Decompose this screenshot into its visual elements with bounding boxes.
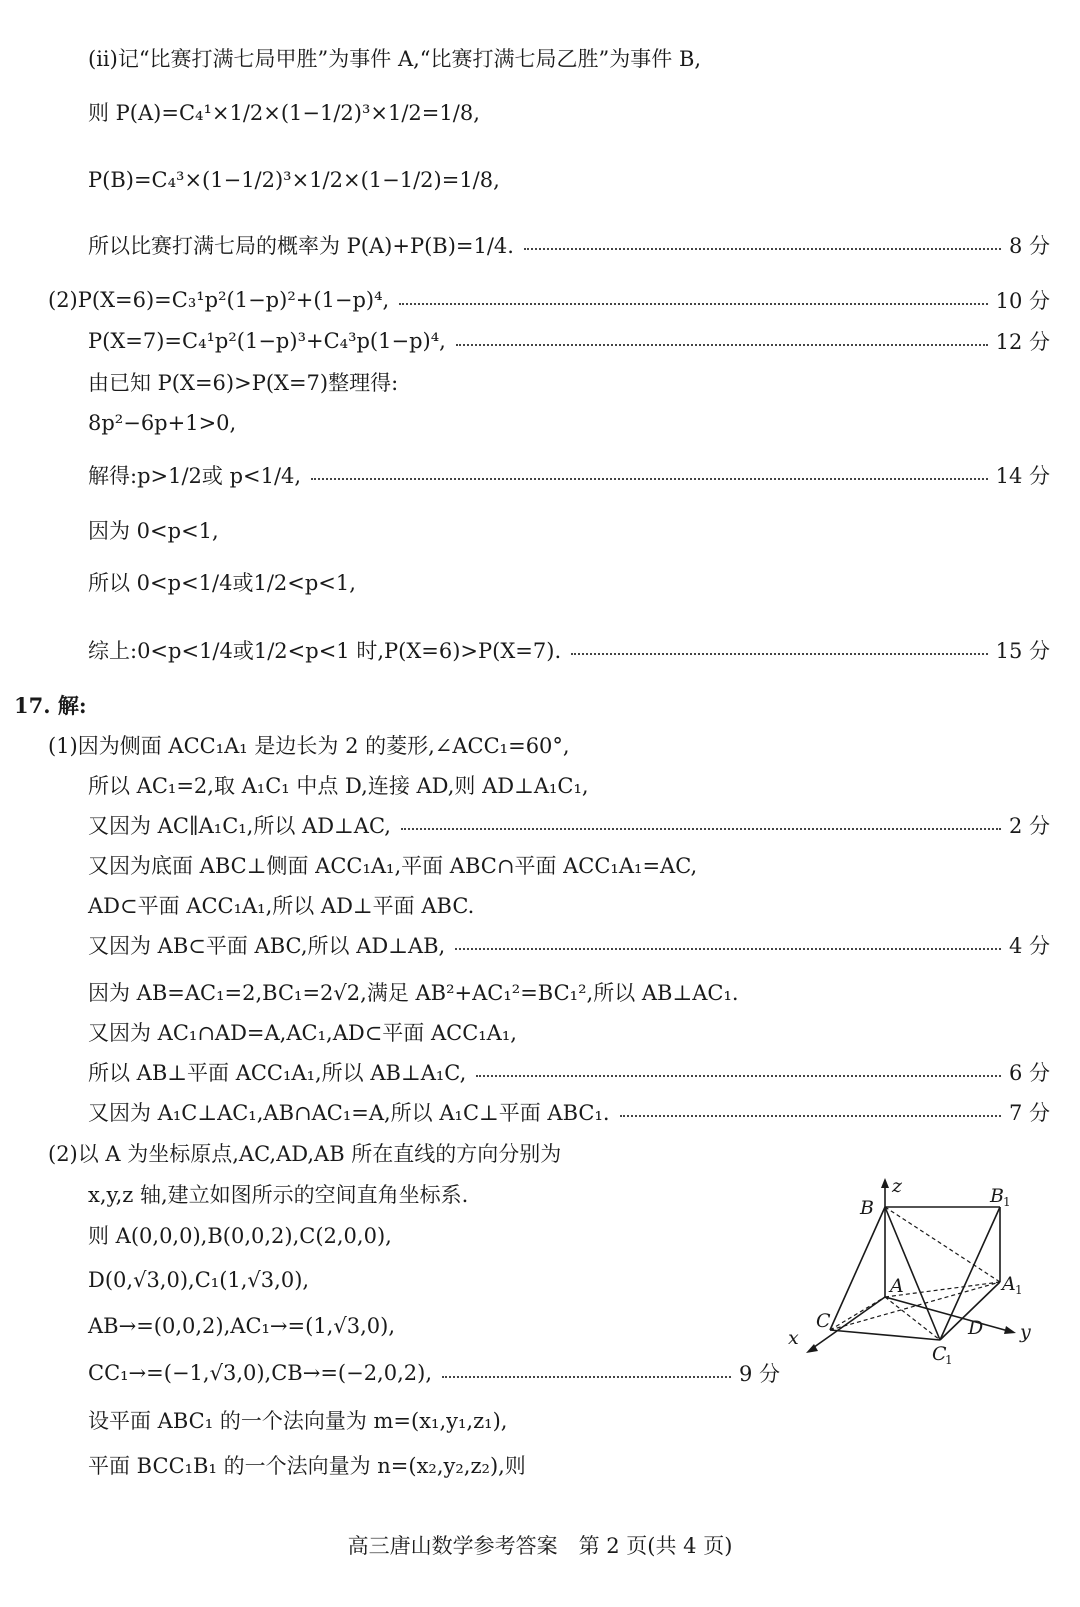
line-17-normal-n: 平面 BCC₁B₁ 的一个法向量为 n=(x₂,y₂,z₂),则 xyxy=(88,1454,526,1478)
line-17-vectors-2: CC₁→=(−1,√3,0),CB→=(−2,0,2), 9 分 xyxy=(88,1353,780,1393)
score: 2 分 xyxy=(1008,814,1050,838)
line-pa: 则 P(A)=C₄¹×1/2×(1−1/2)³×1/2=1/8, xyxy=(88,101,480,125)
line-17-ab-perp: 所以 AB⊥平面 ACC₁A₁,所以 AB⊥A₁C, 6 分 xyxy=(88,1052,1050,1092)
leader-dots xyxy=(620,1115,1001,1117)
label-a1-sub: 1 xyxy=(1015,1283,1023,1297)
line-17-parallel: 又因为 AC∥A₁C₁,所以 AD⊥AC, 2 分 xyxy=(88,805,1050,845)
leader-dots xyxy=(456,344,988,346)
label-a: A xyxy=(890,1275,904,1297)
label-d: D xyxy=(968,1317,984,1339)
z-arrow-icon xyxy=(881,1178,889,1188)
score: 10 分 xyxy=(995,289,1050,313)
score: 8 分 xyxy=(1008,234,1050,258)
edge-bc xyxy=(830,1207,885,1330)
score: 7 分 xyxy=(1008,1101,1050,1125)
line-ii-events: (ii)记“比赛打满七局甲胜”为事件 A,“比赛打满七局乙胜”为事件 B, xyxy=(88,47,702,71)
leader-dots xyxy=(476,1075,1001,1077)
leader-dots xyxy=(571,653,987,655)
score: 4 分 xyxy=(1008,934,1050,958)
line-17-a1c-perp: 又因为 A₁C⊥AC₁,AB∩AC₁=A,所以 A₁C⊥平面 ABC₁. 7 分 xyxy=(88,1092,1050,1132)
leader-dots xyxy=(401,828,1001,830)
line-17-coords-2: D(0,√3,0),C₁(1,√3,0), xyxy=(88,1268,310,1292)
score: 14 分 xyxy=(995,464,1050,488)
label-b1: B xyxy=(990,1185,1004,1207)
line-inequality: 8p²−6p+1>0, xyxy=(88,411,237,435)
score: 9 分 xyxy=(738,1362,780,1386)
prism-diagram xyxy=(780,1172,1050,1372)
line-so: 所以 0<p<1/4或1/2<p<1, xyxy=(88,571,356,595)
line-seven-games: 所以比赛打满七局的概率为 P(A)+P(B)=1/4. 8 分 xyxy=(88,225,1050,265)
line-pb: P(B)=C₄³×(1−1/2)³×1/2×(1−1/2)=1/8, xyxy=(88,168,500,192)
leader-dots xyxy=(455,948,1001,950)
line-px7: P(X=7)=C₄¹p²(1−p)³+C₄³p(1−p)⁴, 12 分 xyxy=(88,321,1050,361)
problem-17-heading: 17. 解: xyxy=(14,693,87,718)
label-a1: A xyxy=(1002,1273,1016,1295)
page-footer: 高三唐山数学参考答案 第 2 页(共 4 页) xyxy=(347,1534,733,1558)
label-z: z xyxy=(892,1175,903,1197)
line-17-coords-1: 则 A(0,0,0),B(0,0,2),C(2,0,0), xyxy=(88,1224,392,1248)
line-17-plane: 又因为底面 ABC⊥侧面 ACC₁A₁,平面 ABC∩平面 ACC₁A₁=AC, xyxy=(88,854,698,878)
label-c1: C xyxy=(932,1343,947,1365)
label-y: y xyxy=(1020,1321,1031,1343)
score: 12 分 xyxy=(995,330,1050,354)
leader-dots xyxy=(311,478,987,480)
line-17-2-origin: (2)以 A 为坐标原点,AC,AD,AB 所在直线的方向分别为 xyxy=(48,1142,562,1166)
line-conclusion: 综上:0<p<1/4或1/2<p<1 时,P(X=6)>P(X=7). 15 分 xyxy=(88,630,1050,670)
leader-dots xyxy=(524,248,1001,250)
edge-bc1 xyxy=(885,1207,940,1340)
line-solve: 解得:p>1/2或 p<1/4, 14 分 xyxy=(88,455,1050,495)
leader-dots xyxy=(399,303,987,305)
leader-dots xyxy=(442,1376,731,1378)
line-17-midpoint: 所以 AC₁=2,取 A₁C₁ 中点 D,连接 AD,则 AD⊥A₁C₁, xyxy=(88,774,589,798)
edge-cc1 xyxy=(830,1330,940,1340)
score: 15 分 xyxy=(995,639,1050,663)
line-17-1-rhombus: (1)因为侧面 ACC₁A₁ 是边长为 2 的菱形,∠ACC₁=60°, xyxy=(48,734,570,758)
label-c1-sub: 1 xyxy=(945,1353,953,1367)
line-17-ad-ab: 又因为 AB⊂平面 ABC,所以 AD⊥AB, 4 分 xyxy=(88,925,1050,965)
line-given: 由已知 P(X=6)>P(X=7)整理得: xyxy=(88,371,399,395)
label-b: B xyxy=(860,1197,874,1219)
label-x: x xyxy=(788,1327,799,1349)
score: 6 分 xyxy=(1008,1061,1050,1085)
label-c: C xyxy=(816,1310,831,1332)
coordinate-figure xyxy=(780,1172,1050,1372)
line-17-pythag: 因为 AB=AC₁=2,BC₁=2√2,满足 AB²+AC₁²=BC₁²,所以 AB⊥AC₁. xyxy=(88,981,739,1005)
line-px6: (2)P(X=6)=C₃¹p²(1−p)²+(1−p)⁴, 10 分 xyxy=(48,280,1050,320)
line-range: 因为 0<p<1, xyxy=(88,519,219,543)
line-17-vectors-1: AB→=(0,0,2),AC₁→=(1,√3,0), xyxy=(88,1314,396,1338)
y-arrow-icon xyxy=(1004,1326,1016,1334)
line-17-axes: x,y,z 轴,建立如图所示的空间直角坐标系. xyxy=(88,1183,469,1207)
line-17-intersect: 又因为 AC₁∩AD=A,AC₁,AD⊂平面 ACC₁A₁, xyxy=(88,1021,517,1045)
line-17-ad-perp: AD⊂平面 ACC₁A₁,所以 AD⊥平面 ABC. xyxy=(88,894,475,918)
line-17-normal-m: 设平面 ABC₁ 的一个法向量为 m=(x₁,y₁,z₁), xyxy=(88,1409,508,1433)
y-axis xyxy=(885,1297,1012,1332)
label-b1-sub: 1 xyxy=(1003,1195,1011,1209)
